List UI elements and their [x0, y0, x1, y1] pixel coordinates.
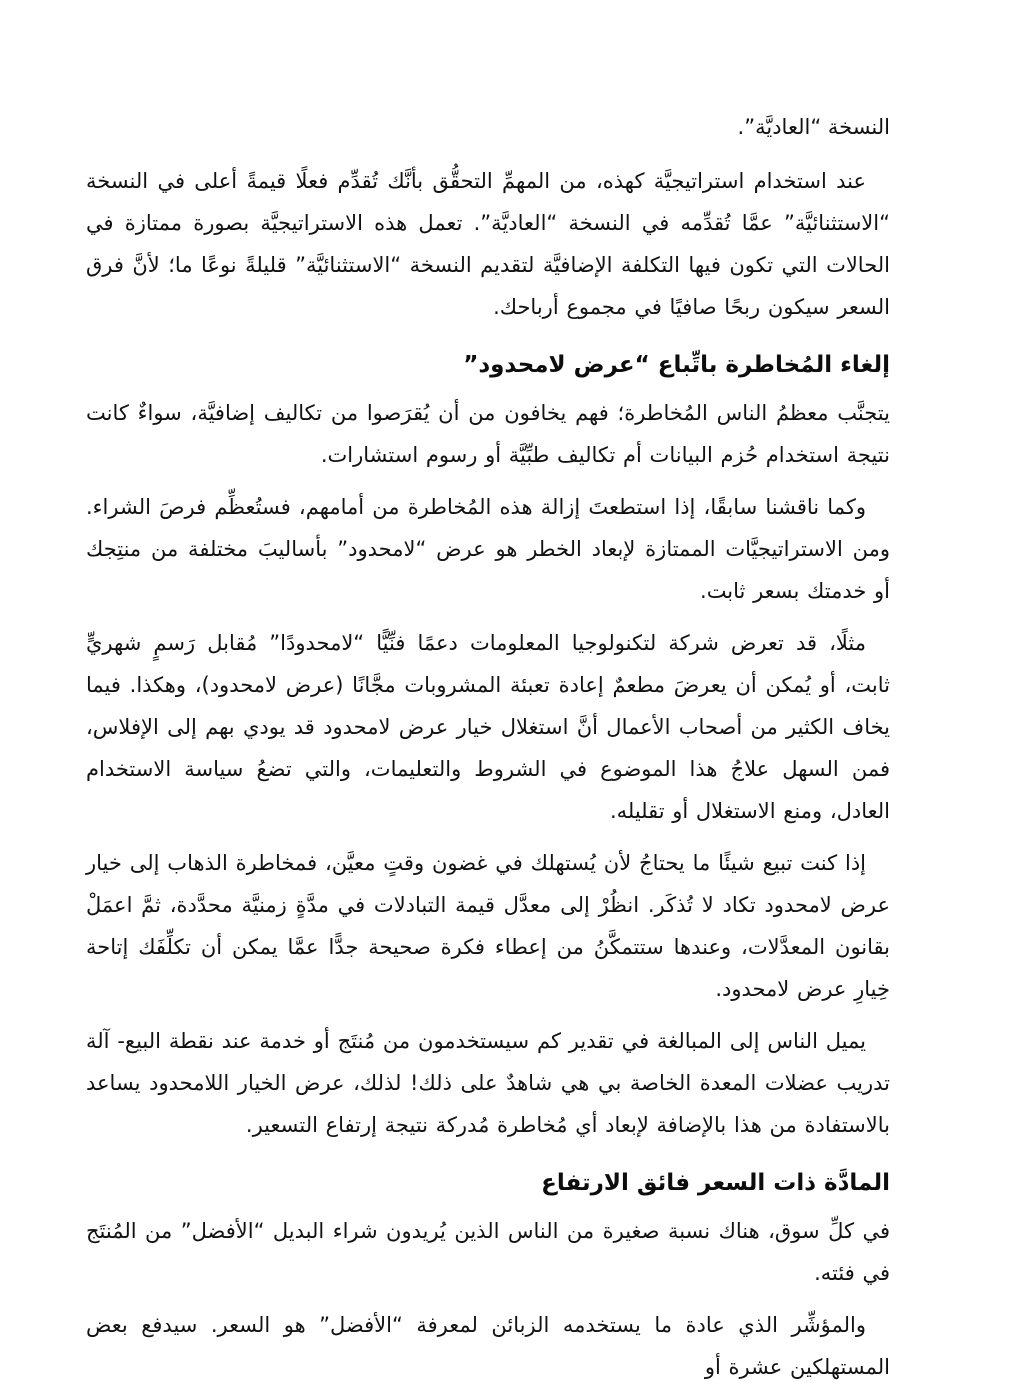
body-paragraph: وكما ناقشنا سابقًا، إذا استطعتَ إزالة هذه المُخاطرة من أمامهم، فستُعظِّم فرصَ الشراء. ومن الاستراتيجيَّات الممتازة لإبعاد الخطر هو عرض “لامحدود” بأساليبَ مختلفة من منتِجك أو خدمتك بسعر ثابت. [86, 495, 890, 603]
paragraph-continuation-line: النسخة “العاديَّة”. [737, 115, 890, 139]
body-paragraph: في كلِّ سوق، هناك نسبة صغيرة من الناس الذين يُريدون شراء البديل “الأفضل” من المُنتَج في فئته. [86, 1219, 890, 1285]
body-paragraph: إذا كنت تبيع شيئًا ما يحتاجُ لأن يُستهلك في غضون وقتٍ معيَّن، فمخاطرة الذهاب إلى خيار عرض لامحدود تكاد لا تُذكَر. انظُرْ إلى معدَّل قيمة التبادلات في مدَّةٍ زمنيَّة محدَّدة، ثمَّ اعمَلْ بقانون المعدَّلات، وعندها ستتمكَّنُ من إعطاء فكرة صحيحة جدًّا عمَّا يمكن أن تكلِّفَك إتاحة خِيارِ عرض لامحدود. [86, 851, 890, 1001]
body-paragraph: والمؤشِّر الذي عادة ما يستخدمه الزبائن لمعرفة “الأفضل” هو السعر. سيدفع بعض المستهلكين عشرة أو [86, 1313, 890, 1379]
section-heading: إلغاء المُخاطرة باتِّباع “عرض لامحدود” [463, 352, 890, 378]
text-column [86, 106, 890, 1388]
body-paragraph: مثلًا، قد تعرض شركة لتكنولوجيا المعلومات دعمًا فنِّيًّا “لامحدودًا” مُقابل رَسمٍ شهريٍّ ثابت، أو يُمكن أن يعرضَ مطعمٌ إعادة تعبئة المشروبات مجَّانًا (عرض لامحدود)، وهكذا. فيما يخاف الكثير من أصحاب الأعمال أنَّ استغلال خيار عرض لامحدود قد يودي بهم إلى الإفلاس، فمن السهل علاجُ هذا الموضوع في الشروط والتعليمات، والتي تضعُ سياسة الاستخدام العادل، ومنع الاستغلال أو تقليله. [86, 631, 890, 823]
body-paragraph: يميل الناس إلى المبالغة في تقدير كم سيستخدمون من مُنتَج أو خدمة عند نقطة البيع- آلة تدريب عضلات المعدة الخاصة بي هي شاهدٌ على ذلك! لذلك، عرض الخيار اللامحدود يساعد بالاستفادة من هذا بالإضافة لإبعاد أي مُخاطرة مُدركة نتيجة إرتفاع التسعير. [86, 1029, 890, 1137]
section-heading: المادَّة ذات السعر فائق الارتفاع [541, 1170, 890, 1196]
body-paragraph: يتجنَّب معظمُ الناس المُخاطرة؛ فهم يخافون من أن يُقرَصوا من تكاليف إضافيَّة، سواءٌ كانت نتيجة استخدام حُزم البيانات أم تكاليف طبِّيَّة أو رسوم استشارات. [86, 401, 890, 467]
body-paragraph: عند استخدام استراتيجيَّة كهذه، من المهمِّ التحقُّق بأنَّك تُقدِّم فعلًا قيمةً أعلى في النسخة “الاستثنائيَّة” عمَّا تُقدِّمه في النسخة “العاديَّة”. تعمل هذه الاستراتيجيَّة بصورة ممتازة في الحالات التي تكون فيها التكلفة الإضافيَّة لتقديم النسخة “الاستثنائيَّة” قليلةً نوعًا ما؛ لأنَّ فرق السعر سيكون ربحًا صافيًا في مجموع أرباحك. [86, 169, 890, 319]
